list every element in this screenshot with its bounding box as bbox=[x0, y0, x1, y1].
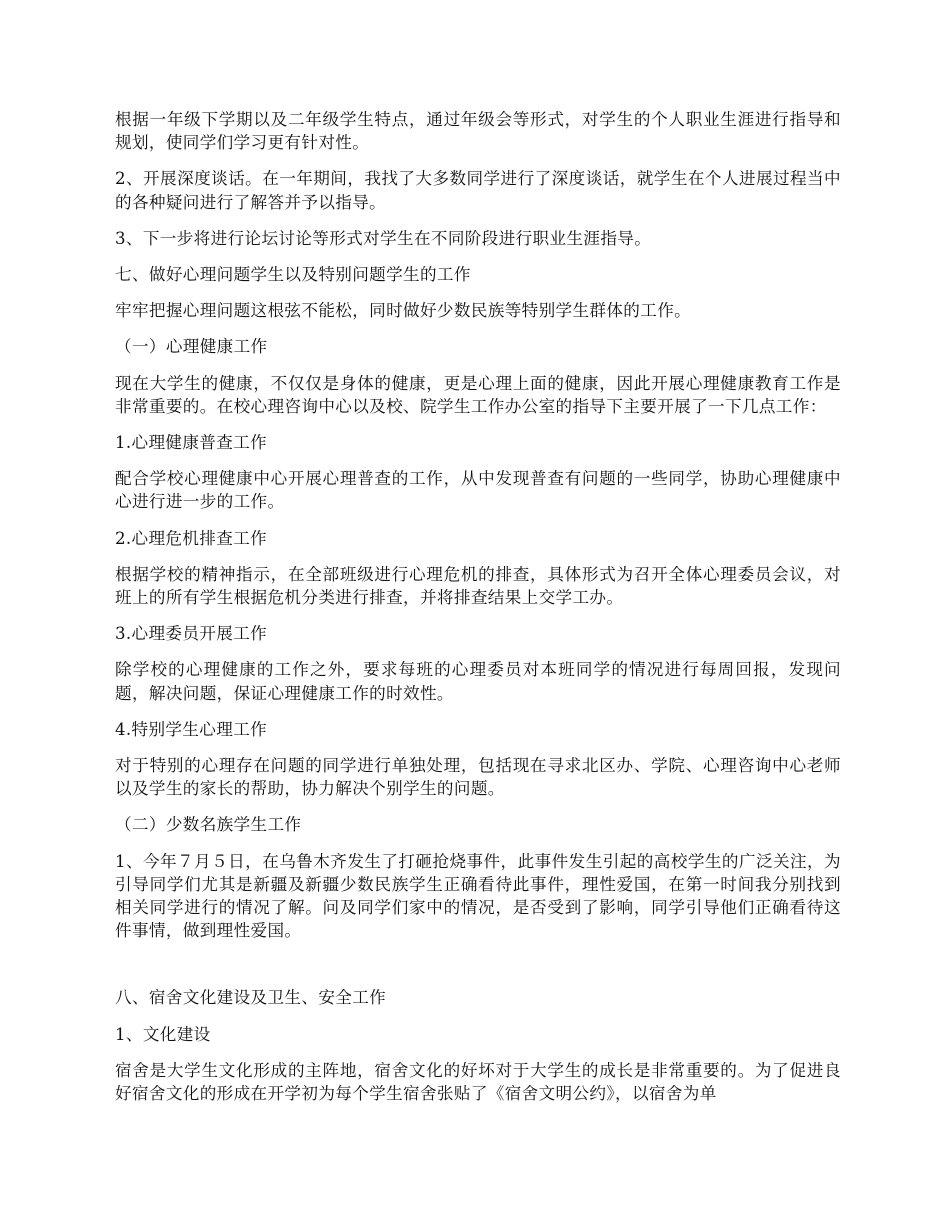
item-heading-4: 4.特别学生心理工作 bbox=[115, 719, 268, 739]
paragraph-deep-talk: 2、开展深度谈话。在一年期间，我找了大多数同学进行了深度谈话，就学生在个人进展过程当中的各种疑问进行了解答并予以指导。 bbox=[115, 169, 841, 212]
paragraph-career-guidance: 根据一年级下学期以及二年级学生特点，通过年级会等形式，对学生的个人职业生涯进行指导和规划，使同学们学习更有针对性。 bbox=[115, 110, 841, 153]
section-heading-8: 八、宿舍文化建设及卫生、安全工作 bbox=[115, 988, 387, 1008]
subheading-minority-students: （二）少数名族学生工作 bbox=[115, 815, 302, 835]
paragraph-psych-intro: 牢牢把握心理问题这根弦不能松，同时做好少数民族等特别学生群体的工作。 bbox=[115, 301, 692, 321]
item-heading-2: 2.心理危机排查工作 bbox=[115, 528, 268, 548]
paragraph-survey: 配合学校心理健康中心开展心理普查的工作，从中发现普查有问题的一些同学，协助心理健康中心进行进一步的工作。 bbox=[115, 469, 841, 512]
section-heading-7: 七、做好心理问题学生以及特别问题学生的工作 bbox=[115, 265, 471, 285]
paragraph-special-students: 对于特别的心理存在问题的同学进行单独处理，包括现在寻求北区办、学院、心理咨询中心老师以及学生的家长的帮助，协力解决个别学生的问题。 bbox=[115, 756, 841, 799]
paragraph-crisis-screening: 根据学校的精神指示，在全部班级进行心理危机的排查，具体形式为召开全体心理委员会议，对班上的所有学生根据危机分类进行排查，并将排查结果上交学工办。 bbox=[115, 564, 841, 608]
paragraph-mental-health: 现在大学生的健康，不仅仅是身体的健康，更是心理上面的健康，因此开展心理健康教育工作是非常重要的。在校心理咨询中心以及校、院学生工作办公室的指导下主要开展了一下几点工作： bbox=[115, 373, 841, 416]
paragraph-next-step: 3、下一步将进行论坛讨论等形式对学生在不同阶段进行职业生涯指导。 bbox=[115, 228, 652, 248]
item-heading-3: 3.心理委员开展工作 bbox=[115, 624, 268, 644]
paragraph-psych-committee: 除学校的心理健康的工作之外，要求每班的心理委员对本班同学的情况进行每周回报，发现问题，解决问题，保证心理健康工作的时效性。 bbox=[115, 660, 841, 703]
document-page bbox=[115, 108, 841, 1118]
paragraph-urumqi-event: 1、今年７月５日，在乌鲁木齐发生了打砸抢烧事件，此事件发生引起的高校学生的广泛关注，为引导同学们尤其是新疆及新疆少数民族学生正确看待此事件，理性爱国，在第一时间我分别找到相关同学进行的情况了解。问及同学们家中的情况，是否受到了影响，同学引导他们正确看待这件事情，做到理性爱国。 bbox=[115, 851, 841, 941]
paragraph-dorm-culture: 宿舍是大学生文化形成的主阵地，宿舍文化的好坏对于大学生的成长是非常重要的。为了促进良好宿舍文化的形成在开学初为每个学生宿舍张贴了《宿舍文明公约》，以宿舍为单 bbox=[115, 1060, 841, 1104]
item-heading-1: 1.心理健康普查工作 bbox=[115, 433, 268, 453]
subheading-mental-health: （一）心理健康工作 bbox=[115, 337, 268, 357]
item-heading-culture: 1、文化建设 bbox=[115, 1024, 211, 1044]
